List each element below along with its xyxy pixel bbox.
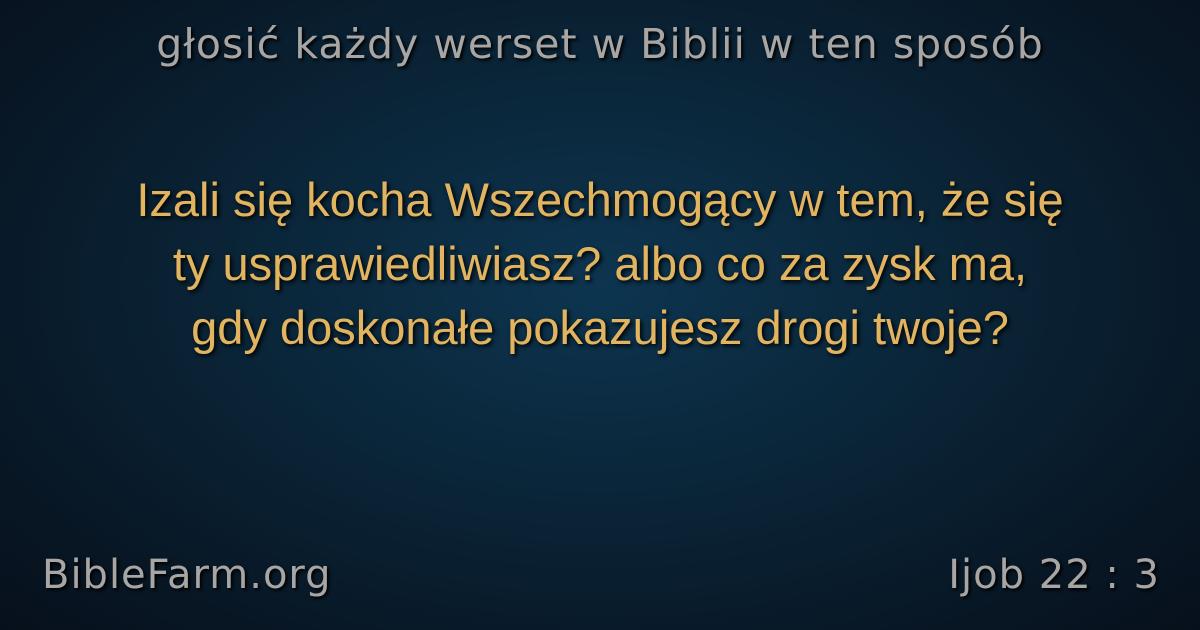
verse-line: Izali się kocha Wszechmogący w tem, że się — [136, 173, 1064, 226]
verse-text — [40, 168, 1160, 360]
verse-line: ty usprawiedliwiasz? albo co za zysk ma, — [172, 237, 1028, 290]
page-tagline: głosić każdy werset w Biblii w ten sposób — [156, 20, 1044, 68]
verse-line: gdy doskonałe pokazujesz drogi twoje? — [191, 301, 1009, 354]
verse-reference: Ijob 22 : 3 — [948, 552, 1160, 598]
site-name: BibleFarm.org — [42, 552, 332, 598]
